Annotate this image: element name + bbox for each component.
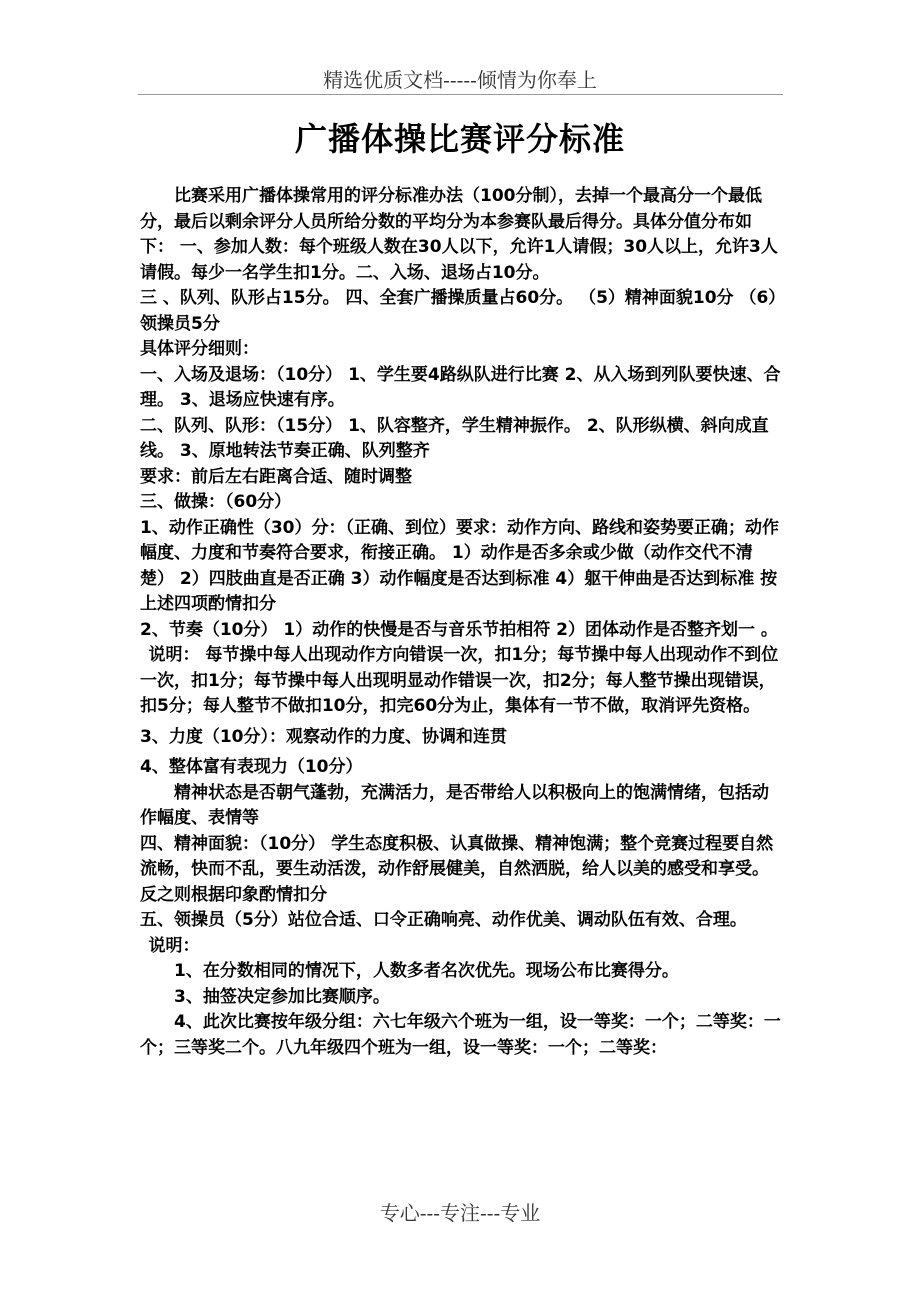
expressiveness-heading: 4、整体富有表现力（10分） (140, 757, 363, 777)
spirit-rules: 四、精神面貌：（10分） 学生态度积极、认真做操、精神饱满；整个竞赛过程要自然流畅，快而不乱，要生动活泼，动作舒展健美，自然洒脱，给人以美的感受和享受。反之则根据印象酌情扣分 (140, 833, 774, 905)
note-tie-break: 1、在分数相同的情况下，人数多者名次优先。现场公布比赛得分。 (174, 961, 679, 981)
score-distribution-line: 三 、队列、队形占15分。 四、全套广播操质量占60分。 （5）精神面貌10分 （6）领操员5分 (140, 288, 777, 334)
entry-exit-rules: 一、入场及退场：（10分） 1、学生要4路纵队进行比赛 2、从入场到列队要快速、合理。 3、退场应快速有序。 (140, 364, 781, 410)
document-body (140, 184, 782, 1061)
header-divider (138, 94, 783, 95)
page-footer: 专心---专注---专业 (379, 1201, 541, 1225)
exercise-heading: 三、做操：（60分） (140, 492, 292, 512)
note-grouping-awards: 4、此次比赛按年级分组：六七年级六个班为一组，设一等奖：一个；二等奖：一个；三等奖二个。八九年级四个班为一组，设一等奖：一个；二等奖： (140, 1012, 781, 1058)
document-title: 广播体操比赛评分标准 (294, 120, 625, 158)
formation-requirement: 要求：前后左右距离合适、随时调整 (140, 466, 412, 487)
detail-rules-heading: 具体评分细则： (140, 339, 259, 359)
formation-rules: 二、队列、队形：（15分） 1、队容整齐，学生精神振作。 2、队形纵横、斜向成直线。 3、原地转法节奏正确、队列整齐 (140, 415, 769, 461)
strength-rules: 3、力度（10分）：观察动作的力度、协调和连贯 (140, 726, 507, 747)
rhythm-rules: 2、节奏（10分） 1）动作的快慢是否与音乐节拍相符 2）团体动作是否整齐划一 。 (140, 619, 778, 640)
notes-heading: 说明： (148, 935, 200, 956)
intro-paragraph: 比赛采用广播体操常用的评分标准办法（100分制），去掉一个最高分一个最低分，最后以剩余评分人员所给分数的平均分为本参赛队最后得分。具体分值分布如下： 一、参加人数：每个班级人数在30人以下，允许1人请假；30人以上，允许3人请假。每少一名学生扣1分。二、入场、退场占10分。 (140, 186, 778, 283)
movement-accuracy-rules: 1、动作正确性（30）分：（正确、到位）要求：动作方向、路线和姿势要正确；动作幅度、力度和节奏符合要求，衔接正确。 1）动作是否多余或少做（动作交代不清楚） 2）四肢曲直是否正确 3）动作幅度是否达到标准 4）躯干伸曲是否达到标准 按上述四项酌情扣分 (140, 517, 779, 614)
note-draw-order: 3、抽签决定参加比赛顺序。 (174, 986, 390, 1007)
leader-rules: 五、领操员（5分）站位合适、口令正确响亮、动作优美、调动队伍有效、合理。 (140, 910, 747, 930)
deduction-notes: 说明： 每节操中每人出现动作方向错误一次，扣1分；每节操中每人出现动作不到位一次，扣1分；每节操中每人出现明显动作错误一次，扣2分；每人整节操出现错误，扣5分；每人整节不做扣10分，扣完60分为止，集体有一节不做，取消评先资格。 (140, 645, 779, 716)
page-header: 精选优质文档-----倾情为你奉上 (323, 68, 597, 92)
expressiveness-description: 精神状态是否朝气蓬勃，充满活力，是否带给人以积极向上的饱满情绪，包括动作幅度、表情等 (140, 782, 769, 828)
